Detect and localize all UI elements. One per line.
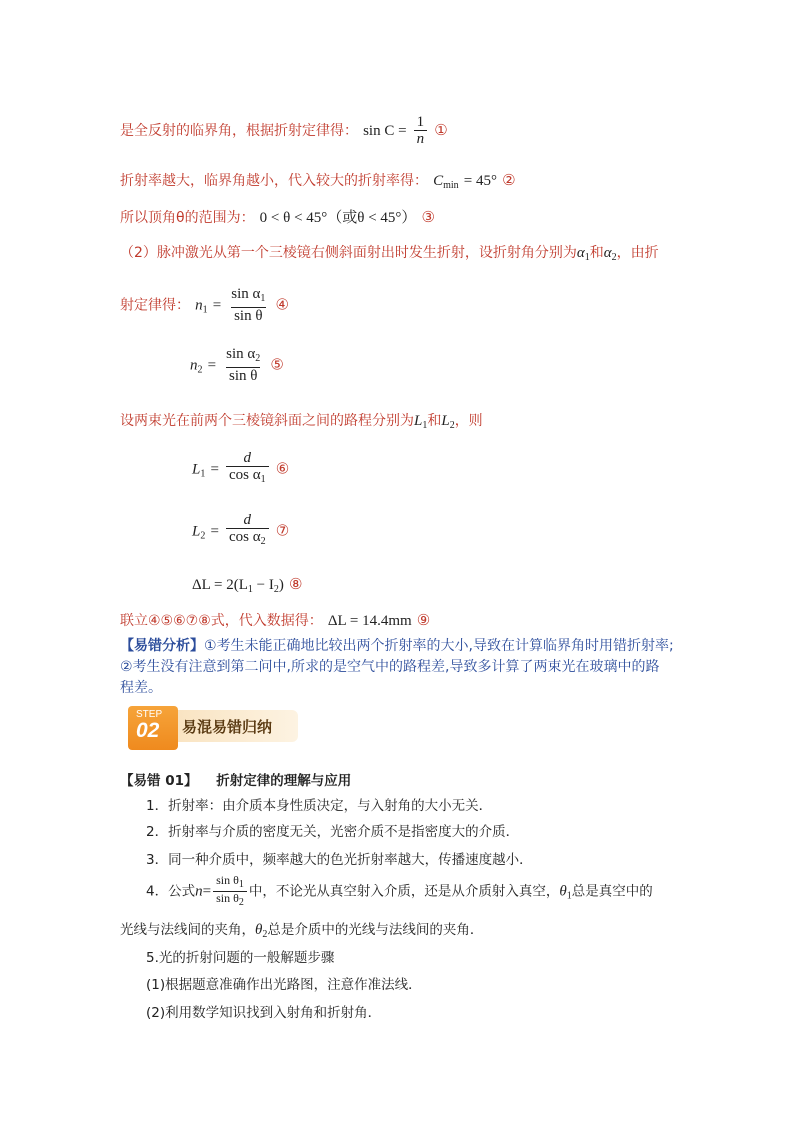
step-title-bar <box>170 710 298 742</box>
formula: 0 < θ < 45°（或θ < 45°） <box>259 210 417 226</box>
formula-subscript: 1 <box>202 304 208 316</box>
formula-subscript: 1 <box>260 474 266 485</box>
formula-lhs: sin C = <box>363 123 407 139</box>
solution-line-5 <box>120 286 289 324</box>
solution-line-8 <box>192 450 289 488</box>
equation-marker: ① <box>434 121 448 139</box>
formula-variable: α <box>603 245 612 261</box>
list-item: 2．折射率与介质的密度无关，光密介质不是指密度大的介质． <box>146 824 520 840</box>
solution-text: 射定律得： <box>120 297 190 314</box>
formula: ) <box>278 577 284 593</box>
section-heading <box>120 769 351 789</box>
formula-subscript: 2 <box>273 584 279 595</box>
error-analysis-line-3: 程差。 <box>120 680 162 696</box>
formula-subscript: 1 <box>260 293 266 304</box>
fraction-numerator: d <box>243 450 252 466</box>
formula-equals: = <box>210 461 219 478</box>
solution-text: 所以顶角θ的范围为： <box>120 210 255 226</box>
solution-text: 折射率越大，临界角越小，代入较大的折射率得： <box>120 173 428 189</box>
formula-subscript: 2 <box>449 420 455 431</box>
list-item: 5.光的折射问题的一般解题步骤 <box>146 950 335 966</box>
formula-subscript: 2 <box>262 929 268 940</box>
solution-text: ，则 <box>454 413 483 429</box>
solution-line-3 <box>120 206 435 227</box>
formula-variable: n <box>190 357 198 374</box>
section-heading-text: 折射定律的理解与应用 <box>216 773 352 789</box>
solution-line-10 <box>192 574 302 595</box>
list-item-text: 4．公式 <box>146 883 196 900</box>
formula-variable: θ <box>559 883 567 900</box>
fraction-denominator: cos α <box>229 529 261 545</box>
formula-variable: C <box>433 173 444 189</box>
fraction-denominator: cos α <box>229 467 261 483</box>
formula-subscript: 2 <box>238 897 244 908</box>
list-item-text: 总是真空中的 <box>571 883 653 900</box>
step-label: STEP <box>136 709 163 720</box>
formula-subscript: 2 <box>200 530 206 542</box>
fraction-numerator: sin θ <box>216 873 239 887</box>
formula-subscript: 1 <box>584 252 590 263</box>
formula-subscript: 1 <box>238 879 244 890</box>
step-badge <box>128 706 178 750</box>
fraction <box>223 346 263 384</box>
formula-equals: = <box>212 297 222 314</box>
solution-text: 和 <box>427 413 442 429</box>
formula-variable: n <box>195 883 203 900</box>
list-item: (1)根据题意准确作出光路图，注意作准法线． <box>146 977 422 993</box>
equation-marker: ④ <box>275 295 289 314</box>
list-item <box>146 874 653 909</box>
fraction-denominator: sin θ <box>231 307 265 324</box>
list-item: 1．折射率：由介质本身性质决定，与入射角的大小无关． <box>146 798 493 814</box>
formula-subscript: 1 <box>422 420 428 431</box>
list-item: (2)利用数学知识找到入射角和折射角． <box>146 1005 382 1021</box>
error-analysis <box>120 636 674 699</box>
equation-marker: ⑥ <box>275 459 290 478</box>
formula-variable: L <box>414 413 423 429</box>
list-item-text: 光线与法线间的夹角， <box>120 922 255 938</box>
list-item-text: 中，不论光从真空射入介质，还是从介质射入真空， <box>248 883 560 900</box>
error-analysis-line-2: ②考生没有注意到第二问中,所求的是空气中的路程差,导致多计算了两束光在玻璃中的路 <box>120 659 660 675</box>
solution-text: （2）脉冲激光从第一个三棱镜右侧斜面射出时发生折射，设折射角分别为 <box>120 245 577 261</box>
formula-variable: α <box>576 245 585 261</box>
formula-subscript: 2 <box>260 536 266 547</box>
error-analysis-line-1 <box>120 636 674 657</box>
formula-variable: n <box>195 297 203 314</box>
formula: − I <box>252 577 274 593</box>
solution-text: 设两束光在前两个三棱镜斜面之间的路程分别为 <box>120 413 414 429</box>
solution-text: 和 <box>589 245 604 261</box>
formula-subscript: 1 <box>247 584 253 595</box>
formula-equals: = <box>210 523 219 540</box>
formula-subscript: 1 <box>566 890 572 902</box>
equation-marker: ⑧ <box>288 575 303 593</box>
error-analysis-text: ①考生未能正确地比较出两个折射率的大小,导致在计算临界角时用错折射率; <box>204 638 674 654</box>
step-number: 02 <box>136 719 160 742</box>
formula-equals: = <box>202 883 212 900</box>
fraction <box>414 114 428 147</box>
solution-line-9 <box>192 512 289 550</box>
formula-variable: L <box>441 413 450 429</box>
solution-line-1 <box>120 114 448 147</box>
fraction <box>226 450 269 488</box>
equation-marker: ② <box>502 171 516 189</box>
equation-marker: ③ <box>421 208 435 226</box>
fraction-numerator: sin α <box>231 286 261 302</box>
formula-subscript: 2 <box>197 364 203 376</box>
list-item-continuation <box>120 918 483 940</box>
fraction <box>226 512 269 550</box>
fraction <box>228 286 268 324</box>
formula-subscript: 2 <box>611 252 617 263</box>
list-item-text: 总是介质中的光线与法线间的夹角． <box>267 922 484 938</box>
formula-variable: θ <box>255 922 263 938</box>
step-title: 易混易错归纳 <box>182 718 273 736</box>
fraction-denominator: sin θ <box>216 891 239 905</box>
solution-text: ，由折 <box>616 245 659 261</box>
equation-marker: ⑦ <box>275 521 290 540</box>
fraction-denominator: sin θ <box>226 367 260 384</box>
solution-text: 是全反射的临界角，根据折射定律得： <box>120 123 358 139</box>
solution-line-4 <box>120 242 659 263</box>
solution-line-2 <box>120 170 516 191</box>
fraction-numerator: 1 <box>416 114 425 130</box>
formula-subscript: 1 <box>200 468 206 480</box>
solution-line-7 <box>120 410 483 431</box>
formula: ΔL = 2(L <box>192 577 248 593</box>
error-analysis-tag: 【易错分析】 <box>120 638 204 654</box>
list-item: 3．同一种介质中，频率越大的色光折射率越大，传播速度越小． <box>146 852 533 868</box>
fraction <box>213 874 247 909</box>
formula-variable: L <box>192 523 201 540</box>
solution-line-6 <box>190 346 284 384</box>
formula: ΔL = 14.4mm <box>327 613 412 629</box>
formula-rhs: = 45° <box>463 173 497 189</box>
equation-marker: ⑨ <box>416 611 431 629</box>
equation-marker: ⑤ <box>270 355 284 374</box>
formula-variable: L <box>192 461 201 478</box>
solution-text: 联立④⑤⑥⑦⑧式，代入数据得： <box>120 613 323 629</box>
section-heading-tag: 【易错 01】 <box>120 773 198 789</box>
fraction-numerator: d <box>243 512 252 528</box>
formula-equals: = <box>207 357 217 374</box>
formula-subscript: min <box>443 180 459 191</box>
formula-subscript: 2 <box>255 353 261 364</box>
fraction-denominator: n <box>414 130 428 147</box>
fraction-numerator: sin α <box>226 346 256 362</box>
solution-line-11 <box>120 610 430 630</box>
